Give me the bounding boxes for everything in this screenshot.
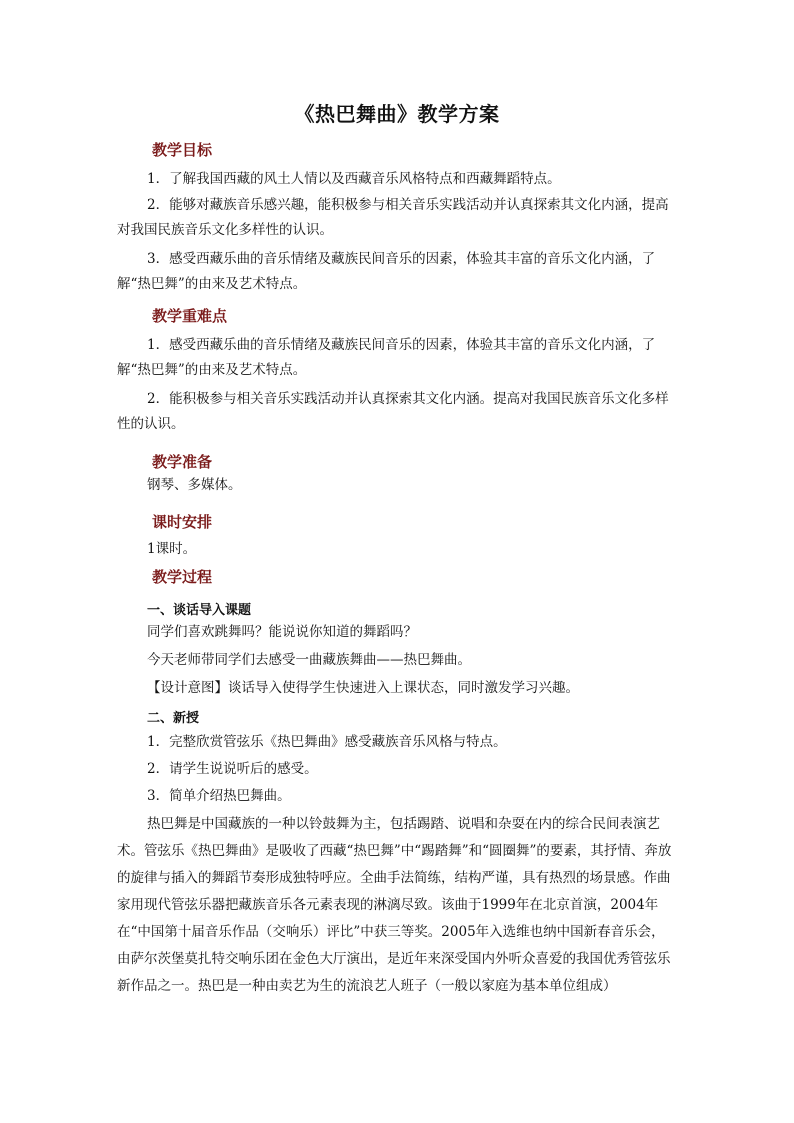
process-part1-line-1: 同学们喜欢跳舞吗？能说说你知道的舞蹈吗？ <box>147 624 417 640</box>
goal-item-3: 3．感受西藏乐曲的音乐情绪及藏族民间音乐的因素，体验其丰富的音乐文化内涵，了解“热巴舞”的由来及艺术特点。 <box>117 251 656 292</box>
key-point-item-2: 2．能积极参与相关音乐实践活动并认真探索其文化内涵。提高对我国民族音乐文化多样性的认识。 <box>117 391 669 432</box>
heading-process: 教学过程 <box>152 568 213 586</box>
goal-item-1: 1．了解我国西藏的风土人情以及西藏音乐风格特点和西藏舞蹈特点。 <box>147 171 561 187</box>
rebai-dance-description: 热巴舞是中国藏族的一种以铃鼓舞为主，包括踢踏、说唱和杂耍在内的综合民间表演艺术。管弦乐《热巴舞曲》是吸收了西藏“热巴舞”中“踢踏舞”和“圆圈舞”的要素，其抒情、奔放的旋律与插入的舞蹈节奏形成独特呼应。全曲手法简练，结构严谨，具有热烈的场景感。作曲家用现代管弦乐器把藏族音乐各元素表现的淋漓尽致。该曲于1999年在北京首演，2004年在“中国第十届音乐作品（交响乐）评比”中获三等奖。2005年入选维也纳中国新春音乐会，由萨尔茨堡莫扎特交响乐团在金色大厅演出，是近年来深受国内外听众喜爱的我国优秀管弦乐新作品之一。热巴是一种由卖艺为生的流浪艺人班子（一般以家庭为基本单位组成） <box>117 816 672 994</box>
process-part2-line-1: 1．完整欣赏管弦乐《热巴舞曲》感受藏族音乐风格与特点。 <box>147 734 507 750</box>
document-title: 《热巴舞曲》教学方案 <box>294 102 500 126</box>
process-part1-title: 一、谈话导入课题 <box>147 603 252 618</box>
process-part2-line-2: 2．请学生说说听后的感受。 <box>147 761 318 777</box>
preparation-text: 钢琴、多媒体。 <box>147 477 242 493</box>
process-part1-line-3: 【设计意图】谈话导入使得学生快速进入上课状态，同时激发学习兴趣。 <box>147 680 579 696</box>
process-part2-line-3: 3．简单介绍热巴舞曲。 <box>147 788 291 804</box>
heading-key-points: 教学重难点 <box>152 307 228 325</box>
key-point-item-1: 1．感受西藏乐曲的音乐情绪及藏族民间音乐的因素，体验其丰富的音乐文化内涵，了解“热巴舞”的由来及艺术特点。 <box>117 337 656 378</box>
process-part1-line-2: 今天老师带同学们去感受一曲藏族舞曲——热巴舞曲。 <box>147 652 471 668</box>
heading-teaching-goals: 教学目标 <box>152 141 213 159</box>
schedule-text: 1课时。 <box>147 541 197 557</box>
goal-item-2: 2．能够对藏族音乐感兴趣，能积极参与相关音乐实践活动并认真探索其文化内涵，提高对我国民族音乐文化多样性的认识。 <box>117 197 669 238</box>
heading-schedule: 课时安排 <box>152 513 213 531</box>
process-part2-title: 二、新授 <box>147 711 200 726</box>
heading-preparation: 教学准备 <box>152 453 213 471</box>
